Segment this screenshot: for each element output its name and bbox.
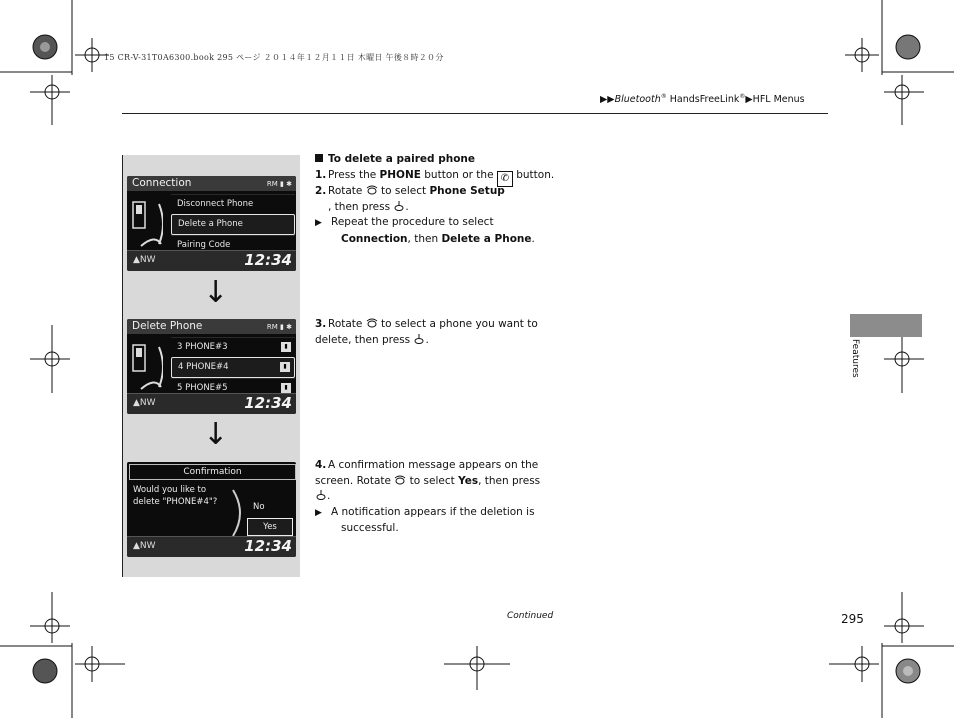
clock: 12:34 — [244, 394, 292, 412]
phone-item-4[interactable]: 4 PHONE#4 ▮ — [171, 357, 295, 378]
phone-type-icon: ▮ — [281, 383, 291, 393]
continued-label: Continued — [507, 611, 554, 621]
clock: 12:34 — [244, 251, 292, 269]
phone-list — [171, 337, 295, 398]
phone-type-icon: ▮ — [280, 362, 290, 372]
interface-dial-rotate-icon — [394, 475, 406, 485]
compass-indicator: ▲NW — [133, 255, 156, 265]
interface-dial-press-icon — [315, 490, 327, 500]
connection-screen — [127, 176, 296, 271]
no-option[interactable]: No — [253, 502, 265, 512]
breadcrumb-bluetooth: Bluetooth — [614, 94, 661, 106]
step-4: 4. A confirmation message appears on the screen. Rotate to select Yes, then press . ▶ A notification appears if the deletion is successful. — [315, 459, 541, 534]
breadcrumb-sep: ▶ — [745, 94, 753, 106]
screen-footer — [127, 536, 296, 557]
page-number: 295 — [841, 612, 864, 626]
menu-item-disconnect-phone[interactable]: Disconnect Phone — [171, 194, 295, 214]
confirmation-screen — [127, 462, 296, 557]
phone-handset-icon — [131, 200, 163, 248]
menu-list — [171, 194, 295, 255]
phone-type-icon: ▮ — [281, 342, 291, 352]
phone-button-icon: ✆ — [497, 171, 513, 187]
menu-item-pairing-code[interactable]: Pairing Code — [171, 235, 295, 255]
breadcrumb-hfl: HandsFreeLink — [666, 94, 740, 106]
breadcrumb-arrows: ▶▶ — [600, 94, 615, 106]
screen-title: Connection — [132, 177, 192, 189]
breadcrumb — [600, 93, 805, 105]
square-bullet-icon — [315, 154, 323, 162]
interface-dial-rotate-icon — [366, 185, 378, 195]
interface-dial-press-icon — [413, 334, 425, 344]
screen-title-bar — [127, 319, 296, 334]
panel-divider — [122, 155, 123, 577]
down-arrow-icon: ↓ — [203, 417, 229, 452]
interface-dial-rotate-icon — [366, 318, 378, 328]
screen-footer — [127, 393, 296, 414]
step-2: 2. Rotate to select Phone Setup , then press . ▶ Repeat the procedure to select Connection, then Delete a Phone. — [315, 185, 535, 245]
screen-footer — [127, 250, 296, 271]
chapter-tab-label: Features — [850, 339, 860, 378]
header-rule — [122, 113, 828, 114]
step-3: 3. Rotate to select a phone you want to delete, then press . — [315, 318, 538, 346]
yes-option[interactable]: Yes — [247, 518, 293, 536]
chapter-tab — [850, 314, 922, 337]
status-icons: RM ▮ ✱ — [266, 180, 292, 188]
clock: 12:34 — [244, 537, 292, 555]
compass-indicator: ▲NW — [133, 541, 156, 551]
step-1: 1. Press the PHONE button or the ✆ button. — [315, 168, 555, 187]
compass-indicator: ▲NW — [133, 398, 156, 408]
phone-item-5[interactable]: 5 PHONE#5 ▮ — [171, 378, 295, 398]
screen-title-bar — [127, 176, 296, 191]
status-icons: RM ▮ ✱ — [266, 323, 292, 331]
menu-item-delete-a-phone[interactable]: Delete a Phone — [171, 214, 295, 235]
phone-handset-icon — [131, 343, 163, 391]
screen-title: Delete Phone — [132, 320, 203, 332]
reg-mark-2: ® — [739, 93, 746, 100]
section-heading: To delete a paired phone — [315, 152, 475, 168]
reg-mark: ® — [660, 93, 667, 100]
confirmation-message: Would you like to delete "PHONE#4"? — [133, 485, 218, 507]
breadcrumb-hfl-menus: HFL Menus — [752, 94, 805, 106]
print-info-line: 15 CR-V-31T0A6300.book 295 ページ ２０１４年１２月１１日 木曜日 午後８時２０分 — [104, 53, 444, 62]
down-arrow-icon: ↓ — [203, 275, 229, 310]
phone-item-3[interactable]: 3 PHONE#3 ▮ — [171, 337, 295, 357]
delete-phone-screen — [127, 319, 296, 414]
confirmation-title: Confirmation — [129, 464, 296, 480]
dial-arc-icon — [231, 488, 245, 538]
interface-dial-press-icon — [393, 201, 405, 211]
